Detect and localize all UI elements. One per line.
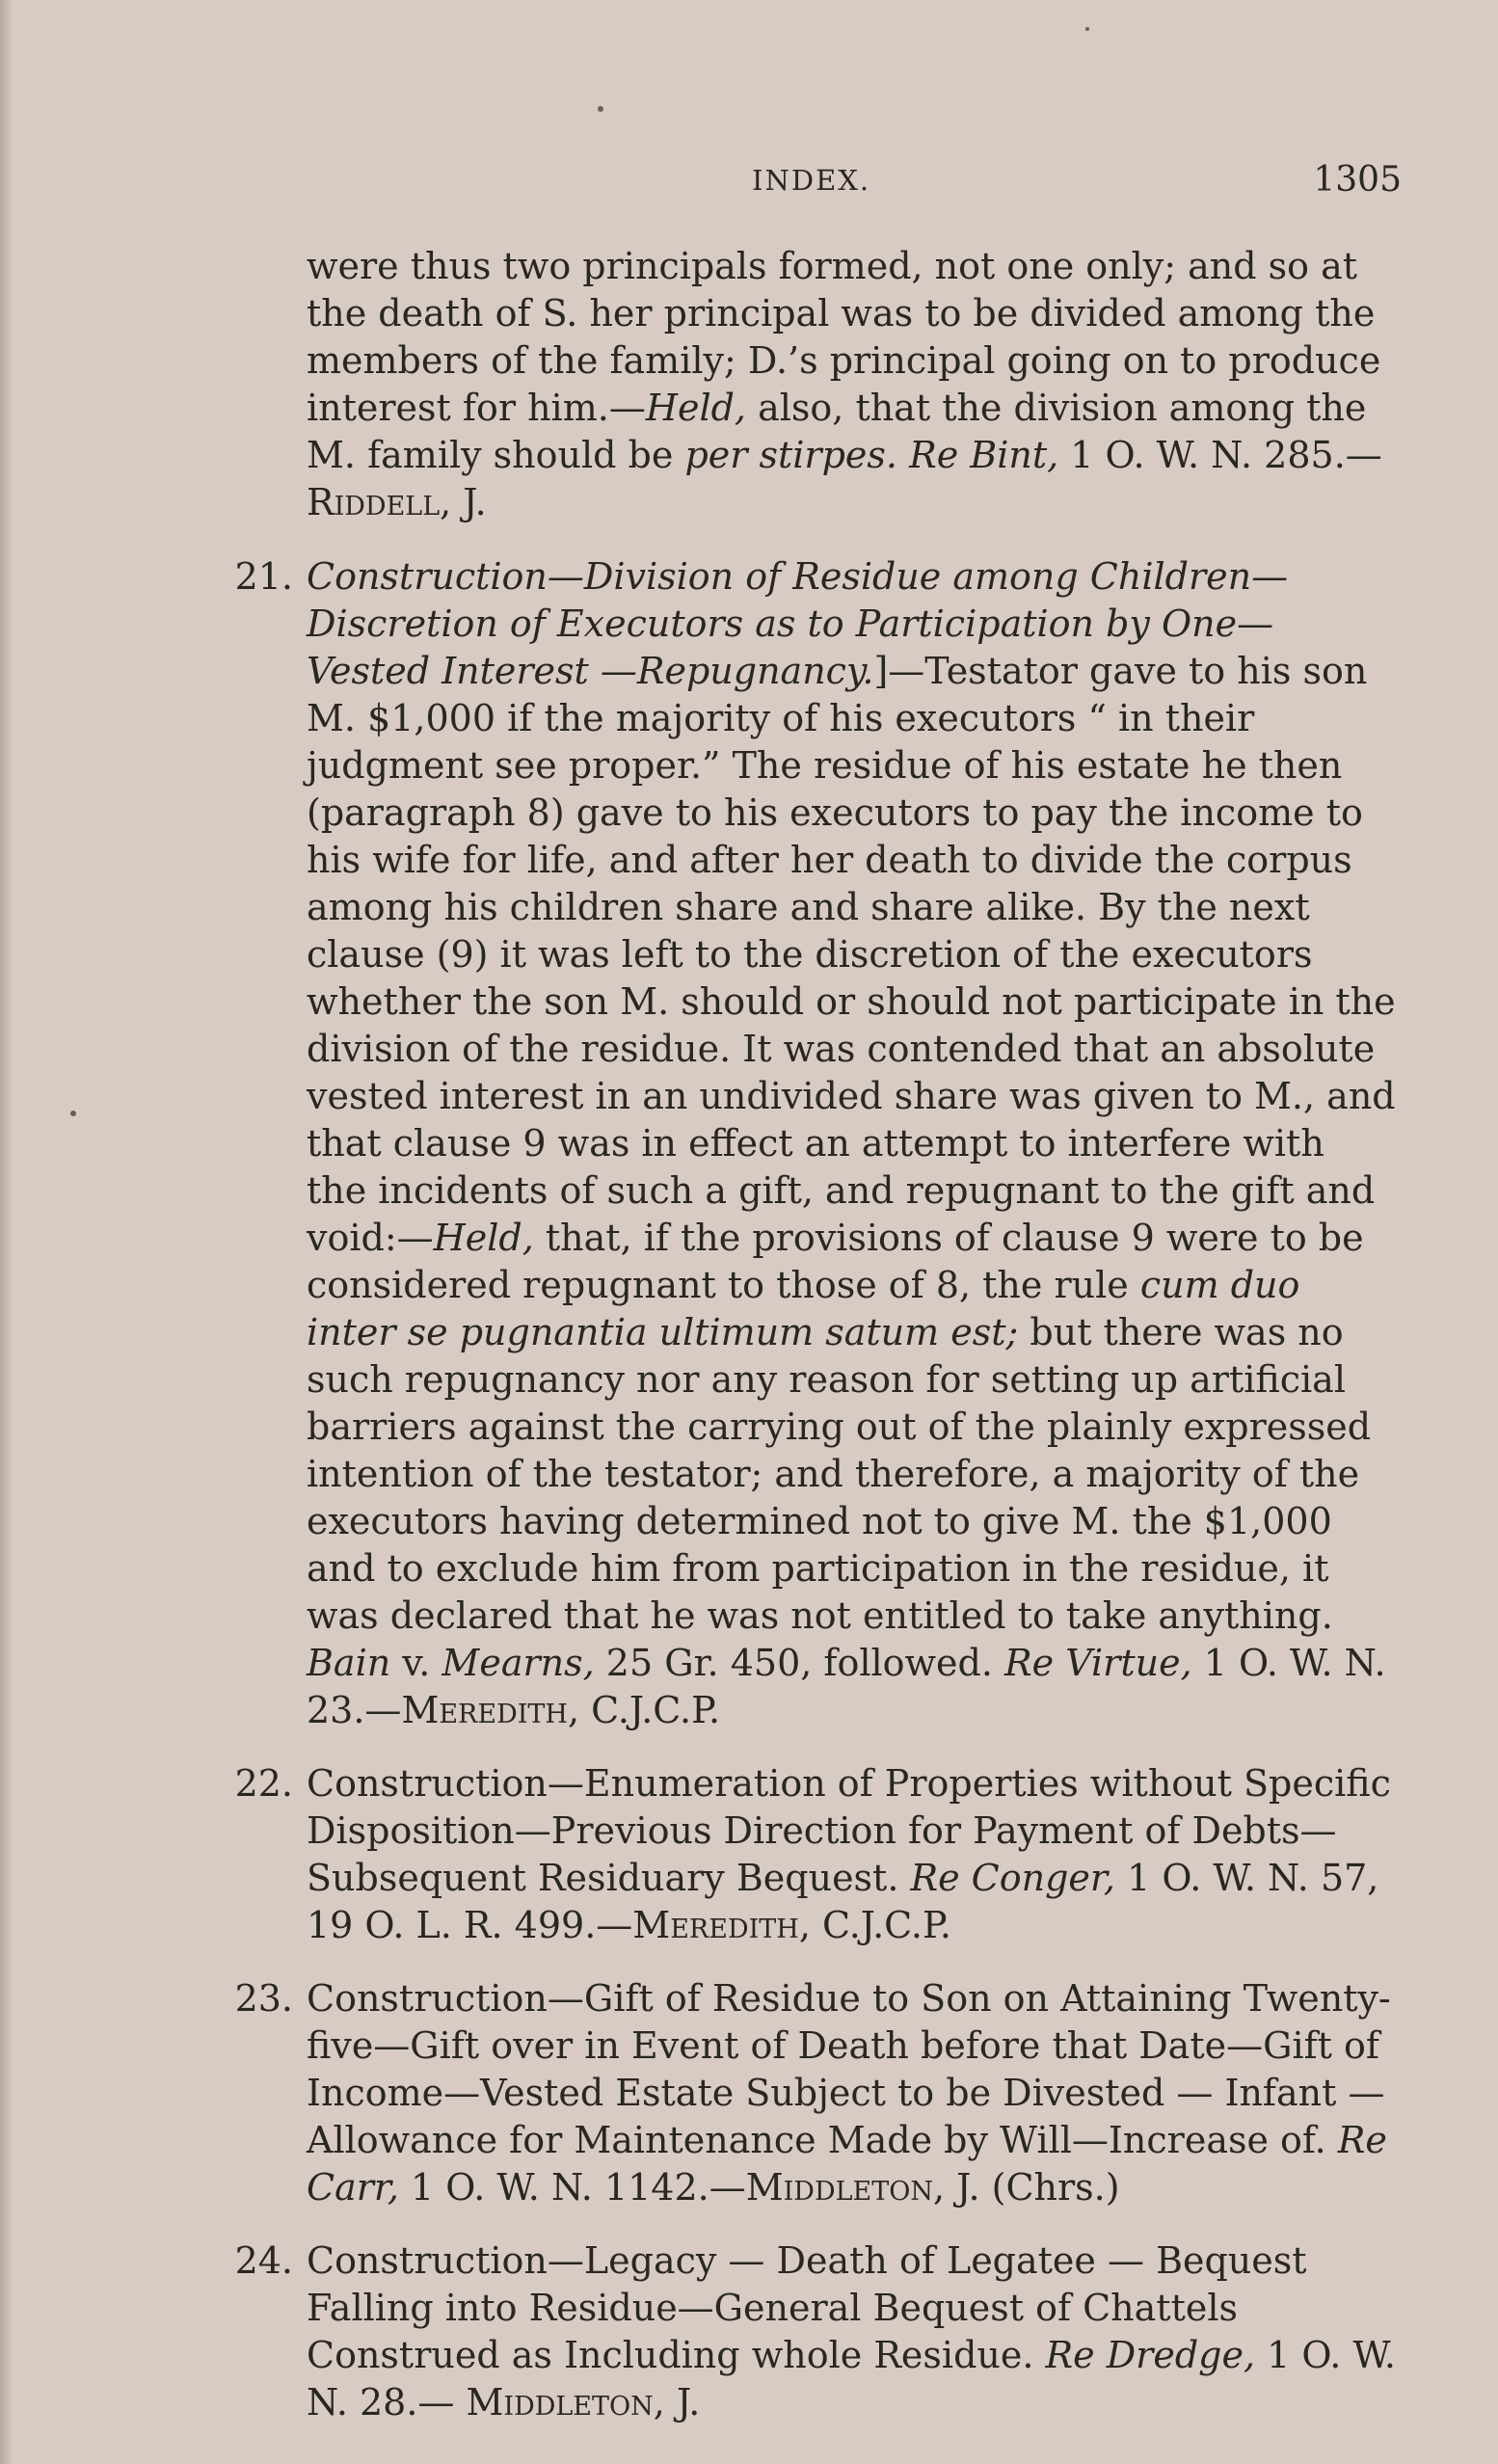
entry-number: 24. xyxy=(234,2239,293,2282)
entry-number: 22. xyxy=(234,1762,293,1805)
running-head: INDEX. xyxy=(752,164,871,197)
case-name: Re Carr, xyxy=(307,2119,1387,2209)
citation: 1 O. W. N. 57, 19 O. L. R. 499.— xyxy=(307,1857,1379,1946)
entry-number: 23. xyxy=(234,1977,293,2020)
citation: 1 O. W. N. 28.— xyxy=(307,2334,1396,2424)
entry-number: 21. xyxy=(234,555,293,598)
paper-speck xyxy=(70,1111,76,1116)
paper-speck xyxy=(1085,27,1089,31)
latin-maxim: cum duo inter se pugnantia ultimum satum est; xyxy=(307,1264,1300,1353)
index-entry-21 xyxy=(234,553,1396,1734)
citation: 1 O. W. N. 1142.— xyxy=(398,2166,746,2209)
paper-speck xyxy=(598,106,603,112)
page-edge xyxy=(0,0,13,2464)
entry-text: but there was no such repugnancy nor any reason for setting up artificial barriers against the carrying out of the plainly expressed intention of the testator; and therefore, a majority of the executors having determined not to give M. the $1,000 and to exclude him from participation in the residue, it was declared that he was not entitled to take anything. xyxy=(307,1311,1372,1637)
judge-title: , J. (Chrs.) xyxy=(933,2166,1120,2209)
judge-title: , C.J.C.P. xyxy=(798,1904,951,1946)
page-header xyxy=(289,160,1402,202)
judge-name: Meredith xyxy=(632,1904,799,1946)
judge-name: Riddell xyxy=(307,481,441,523)
case-name: Bain xyxy=(307,1642,391,1684)
held-label: Held, xyxy=(645,387,747,429)
citation: 25 Gr. 450, followed. xyxy=(594,1642,1005,1684)
latin-phrase: per stirpes. xyxy=(684,434,897,476)
held-label: Held, xyxy=(433,1217,534,1259)
index-entry-24 xyxy=(234,2237,1396,2426)
entry-text: Construction—Gift of Residue to Son on Attaining Twenty-five—Gift over in Event of Death before that Date—Gift of Income—Vested Estate Subject to be Divested — Infant — Allowance for Maintenance Made by Will—Increase of. xyxy=(307,1977,1391,2161)
case-name: Re Virtue, xyxy=(1004,1642,1192,1684)
case-name: Re Dredge, xyxy=(1045,2334,1256,2376)
continued-entry xyxy=(307,243,1396,526)
versus: v. xyxy=(390,1642,442,1684)
page-number: 1305 xyxy=(1313,160,1402,200)
entry-text: that, if the provisions of clause 9 were to be considered repugnant to those of 8, the rule xyxy=(307,1217,1364,1306)
case-name: Re Conger, xyxy=(910,1857,1115,1899)
citation: 1 O. W. N. 23.— xyxy=(307,1642,1386,1731)
index-content xyxy=(234,243,1396,2452)
spacer-text xyxy=(897,434,909,476)
judge-name: Middleton xyxy=(745,2166,934,2209)
entry-text: Construction—Enumeration of Properties without Specific Disposition—Previous Direction for Payment of Debts—Subsequent Residuary Bequest. xyxy=(307,1762,1391,1899)
entry-text: were thus two principals formed, not one only; and so at the death of S. her principal was to be divided among the members of the family; D.’s principal going on to produce interest for him.— xyxy=(307,245,1381,429)
judge-name: Meredith xyxy=(401,1689,568,1731)
entry-text: Construction—Legacy — Death of Legatee — Bequest Falling into Residue—General Bequest of Chattels Construed as Including whole Residue. xyxy=(307,2239,1307,2376)
judge-title: , J. xyxy=(653,2381,701,2424)
case-name: Re Bint, xyxy=(909,434,1059,476)
index-entry-22 xyxy=(234,1760,1396,1949)
judge-title: , C.J.C.P. xyxy=(567,1689,721,1731)
judge-title: , J. xyxy=(440,481,487,523)
case-name: Mearns, xyxy=(441,1642,595,1684)
entry-heading: Construction—Division of Residue among Children—Discretion of Executors as to Participation by One—Vested Interest —Repugnancy. xyxy=(307,555,1289,692)
entry-text: ]—Testator gave to his son M. $1,000 if the majority of his executors “ in their judgment see proper.” The residue of his estate he then (paragraph 8) gave to his executors to pay the income to his wife for life, and after her death to divide the corpus among his children share and share alike. By the next clause (9) it was left to the discretion of the executors whether the son M. should or should not participate in the division of the residue. It was contended that an absolute vested interest in an undivided share was given to M., and that clause 9 was in effect an attempt to interfere with the incidents of such a gift, and repugnant to the gift and void:— xyxy=(307,650,1396,1259)
index-entry-23 xyxy=(234,1975,1396,2211)
judge-name: Middleton xyxy=(466,2381,654,2424)
citation: 1 O. W. N. 285.— xyxy=(1058,434,1382,476)
entry-text: also, that the division among the M. family should be xyxy=(307,387,1367,476)
